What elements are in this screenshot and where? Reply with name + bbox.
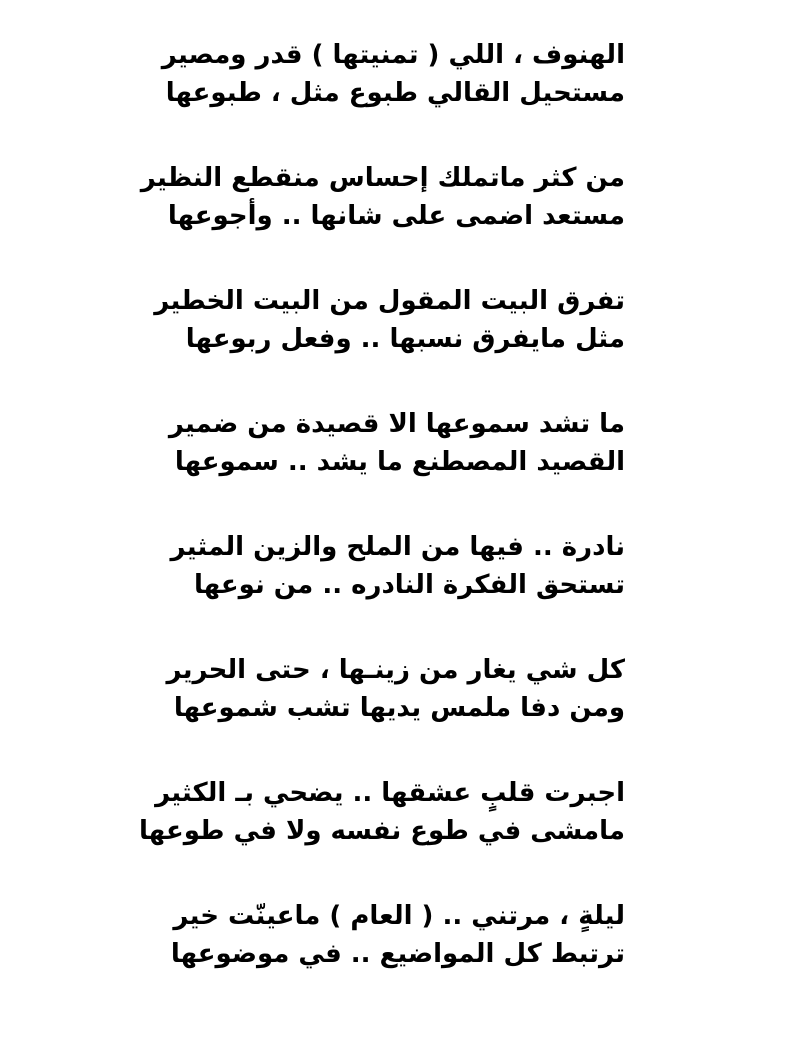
verse-line: كل شي يغار من زينـها ، حتى الحرير [166, 655, 625, 685]
verse-line: ترتبط كل المواضيع .. في موضوعها [170, 939, 625, 969]
stanza-6 [105, 651, 625, 727]
poem [105, 36, 625, 1020]
verse-line: مستعد اضمى على شانها .. وأجوعها [167, 201, 625, 231]
verse-line: ليلةٍ ، مرتني .. ( العام ) ماعينّت خير [173, 901, 625, 931]
stanza-1 [105, 36, 625, 112]
verse-line: من كثر ماتملك إحساس منقطع النظير [140, 163, 625, 193]
verse-line: اجبرت قلبٍ عشقها .. يضحي بـ الكثير [155, 778, 625, 808]
stanza-3 [105, 282, 625, 358]
verse-line: الهنوف ، اللي ( تمنيتها ) قدر ومصير [161, 40, 625, 70]
verse-line: تستحق الفكرة النادره .. من نوعها [193, 570, 625, 600]
stanza-4 [105, 405, 625, 481]
verse-line: ومن دفا ملمس يديها تشب شموعها [173, 693, 625, 723]
stanza-5 [105, 528, 625, 604]
verse-line: نادرة .. فيها من الملح والزين المثير [170, 532, 625, 562]
stanza-8 [105, 897, 625, 973]
verse-line: مستحيل القالي طبوع مثل ، طبوعها [165, 78, 625, 108]
verse-line: مثل مايفرق نسبها .. وفعل ربوعها [185, 324, 625, 354]
verse-line: ما تشد سموعها الا قصيدة من ضمير [168, 409, 625, 439]
verse-line: تفرق البيت المقول من البيت الخطير [154, 286, 625, 316]
stanza-7 [105, 774, 625, 850]
verse-line: القصيد المصطنع ما يشد .. سموعها [174, 447, 625, 477]
verse-line: مامشى في طوع نفسه ولا في طوعها [139, 816, 625, 846]
stanza-2 [105, 159, 625, 235]
